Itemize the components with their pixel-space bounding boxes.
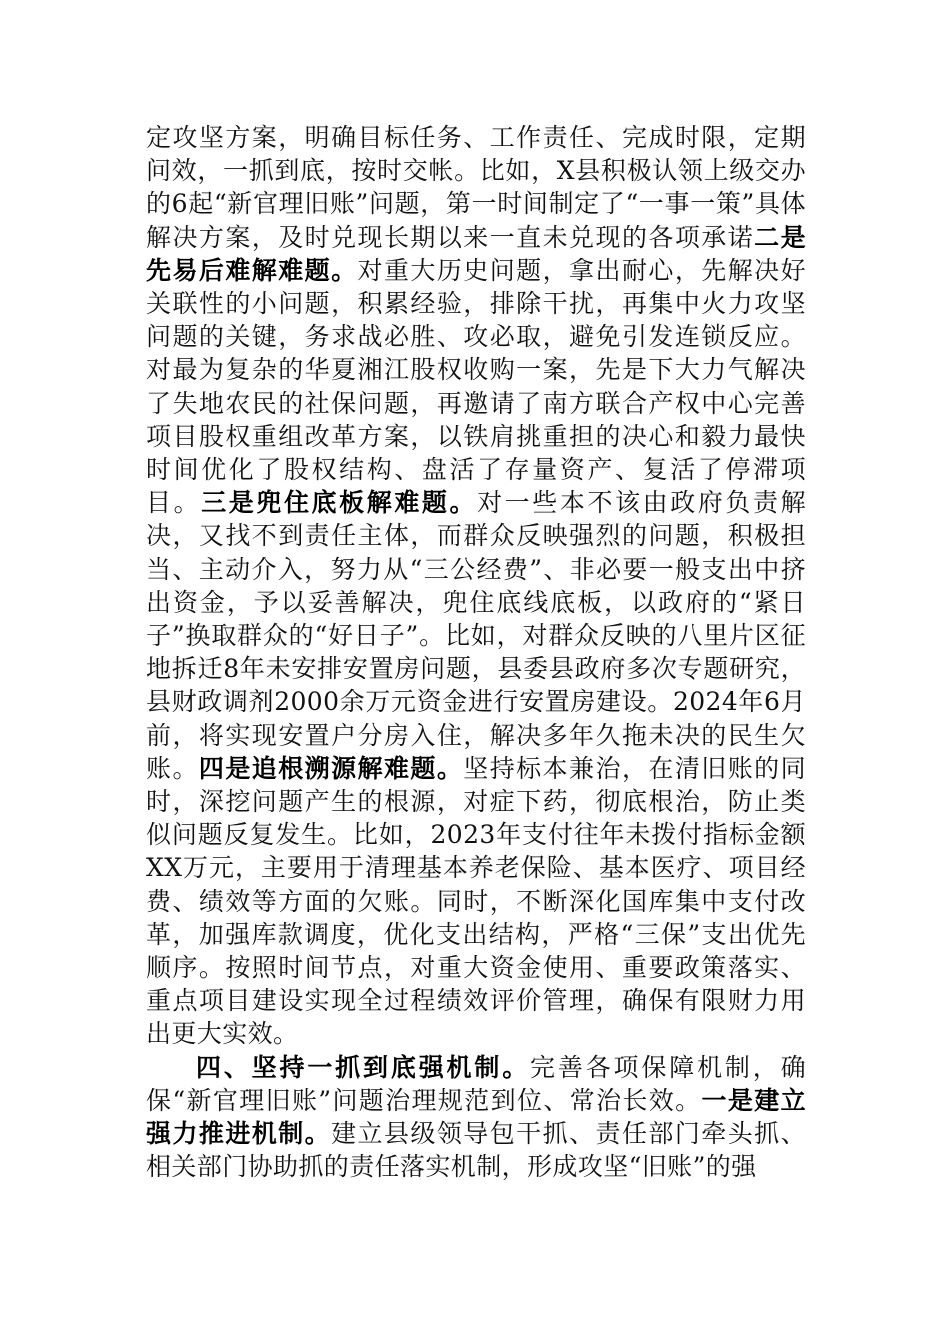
document-body bbox=[146, 121, 806, 1184]
paragraph-continuation bbox=[146, 121, 806, 1051]
bold-heading-2: 二是先易后难解难题。 bbox=[146, 222, 806, 285]
text-segment: 完善各项保障机制，确保“新官理旧账”问题治理规范到位、常治长效。 bbox=[146, 1052, 806, 1115]
paragraph-section-four bbox=[146, 1051, 806, 1184]
text-segment: 对重大历史问题，拿出耐心，先解决好关联性的小问题，积累经验，排除干扰，再集中火力攻坚问题的关键，务求战必胜、攻必取，避免引发连锁反应。对最为复杂的华夏湘江股权收购一案，先是下大力气解决了失地农民的社保问题，再邀请了南方联合产权中心完善项目股权重组改革方案，以铁肩挑重担的决心和毅力最快时间优化了股权结构、盘活了存量资产、复活了停滞项目。 bbox=[146, 255, 806, 518]
bold-heading-4: 四是追根溯源解难题。 bbox=[198, 753, 464, 783]
bold-heading-3: 三是兜住底板解难题。 bbox=[201, 488, 478, 518]
text-segment: 定攻坚方案，明确目标任务、工作责任、完成时限，定期问效，一抓到底，按时交帐。比如，X县积极认领上级交办的6起“新官理旧账”问题，第一时间制定了“一事一策”具体解决方案，及时兑现长期以来一直未兑现的各项承诺 bbox=[146, 123, 806, 252]
text-segment: 对一些本不该由政府负责解决，又找不到责任主体，而群众反映强烈的问题，积极担当、主动介入，努力从“三公经费”、非必要一般支出中挤出资金，予以妥善解决，兜住底线底板，以政府的“紧日子”换取群众的“好日子”。比如，对群众反映的八里片区征地拆迁8年未安排安置房问题，县委县政府多次专题研究，县财政调剂2000余万元资金进行安置房建设。2024年6月前，将实现安置户分房入住，解决多年久拖未决的民生欠账。 bbox=[146, 488, 806, 783]
text-segment: 建立县级领导包干抓、责任部门牵头抓、相关部门协助抓的责任落实机制，形成攻坚“旧账”的强 bbox=[146, 1119, 806, 1182]
text-segment: 坚持标本兼治，在清旧账的同时，深挖问题产生的根源，对症下药，彻底根治，防止类似问题反复发生。比如，2023年支付往年未拨付指标金额XX万元，主要用于清理基本养老保险、基本医疗、项目经费、绩效等方面的欠账。同时，不断深化国库集中支付改革，加强库款调度，优化支出结构，严格“三保”支出优先顺序。按照时间节点，对重大资金使用、重要政策落实、重点项目建设实现全过程绩效评价管理，确保有限财力用出更大实效。 bbox=[146, 753, 806, 1049]
bold-heading-1: 一是建立强力推进机制。 bbox=[146, 1085, 806, 1149]
section-heading: 四、坚持一抓到底强机制。 bbox=[196, 1052, 531, 1082]
